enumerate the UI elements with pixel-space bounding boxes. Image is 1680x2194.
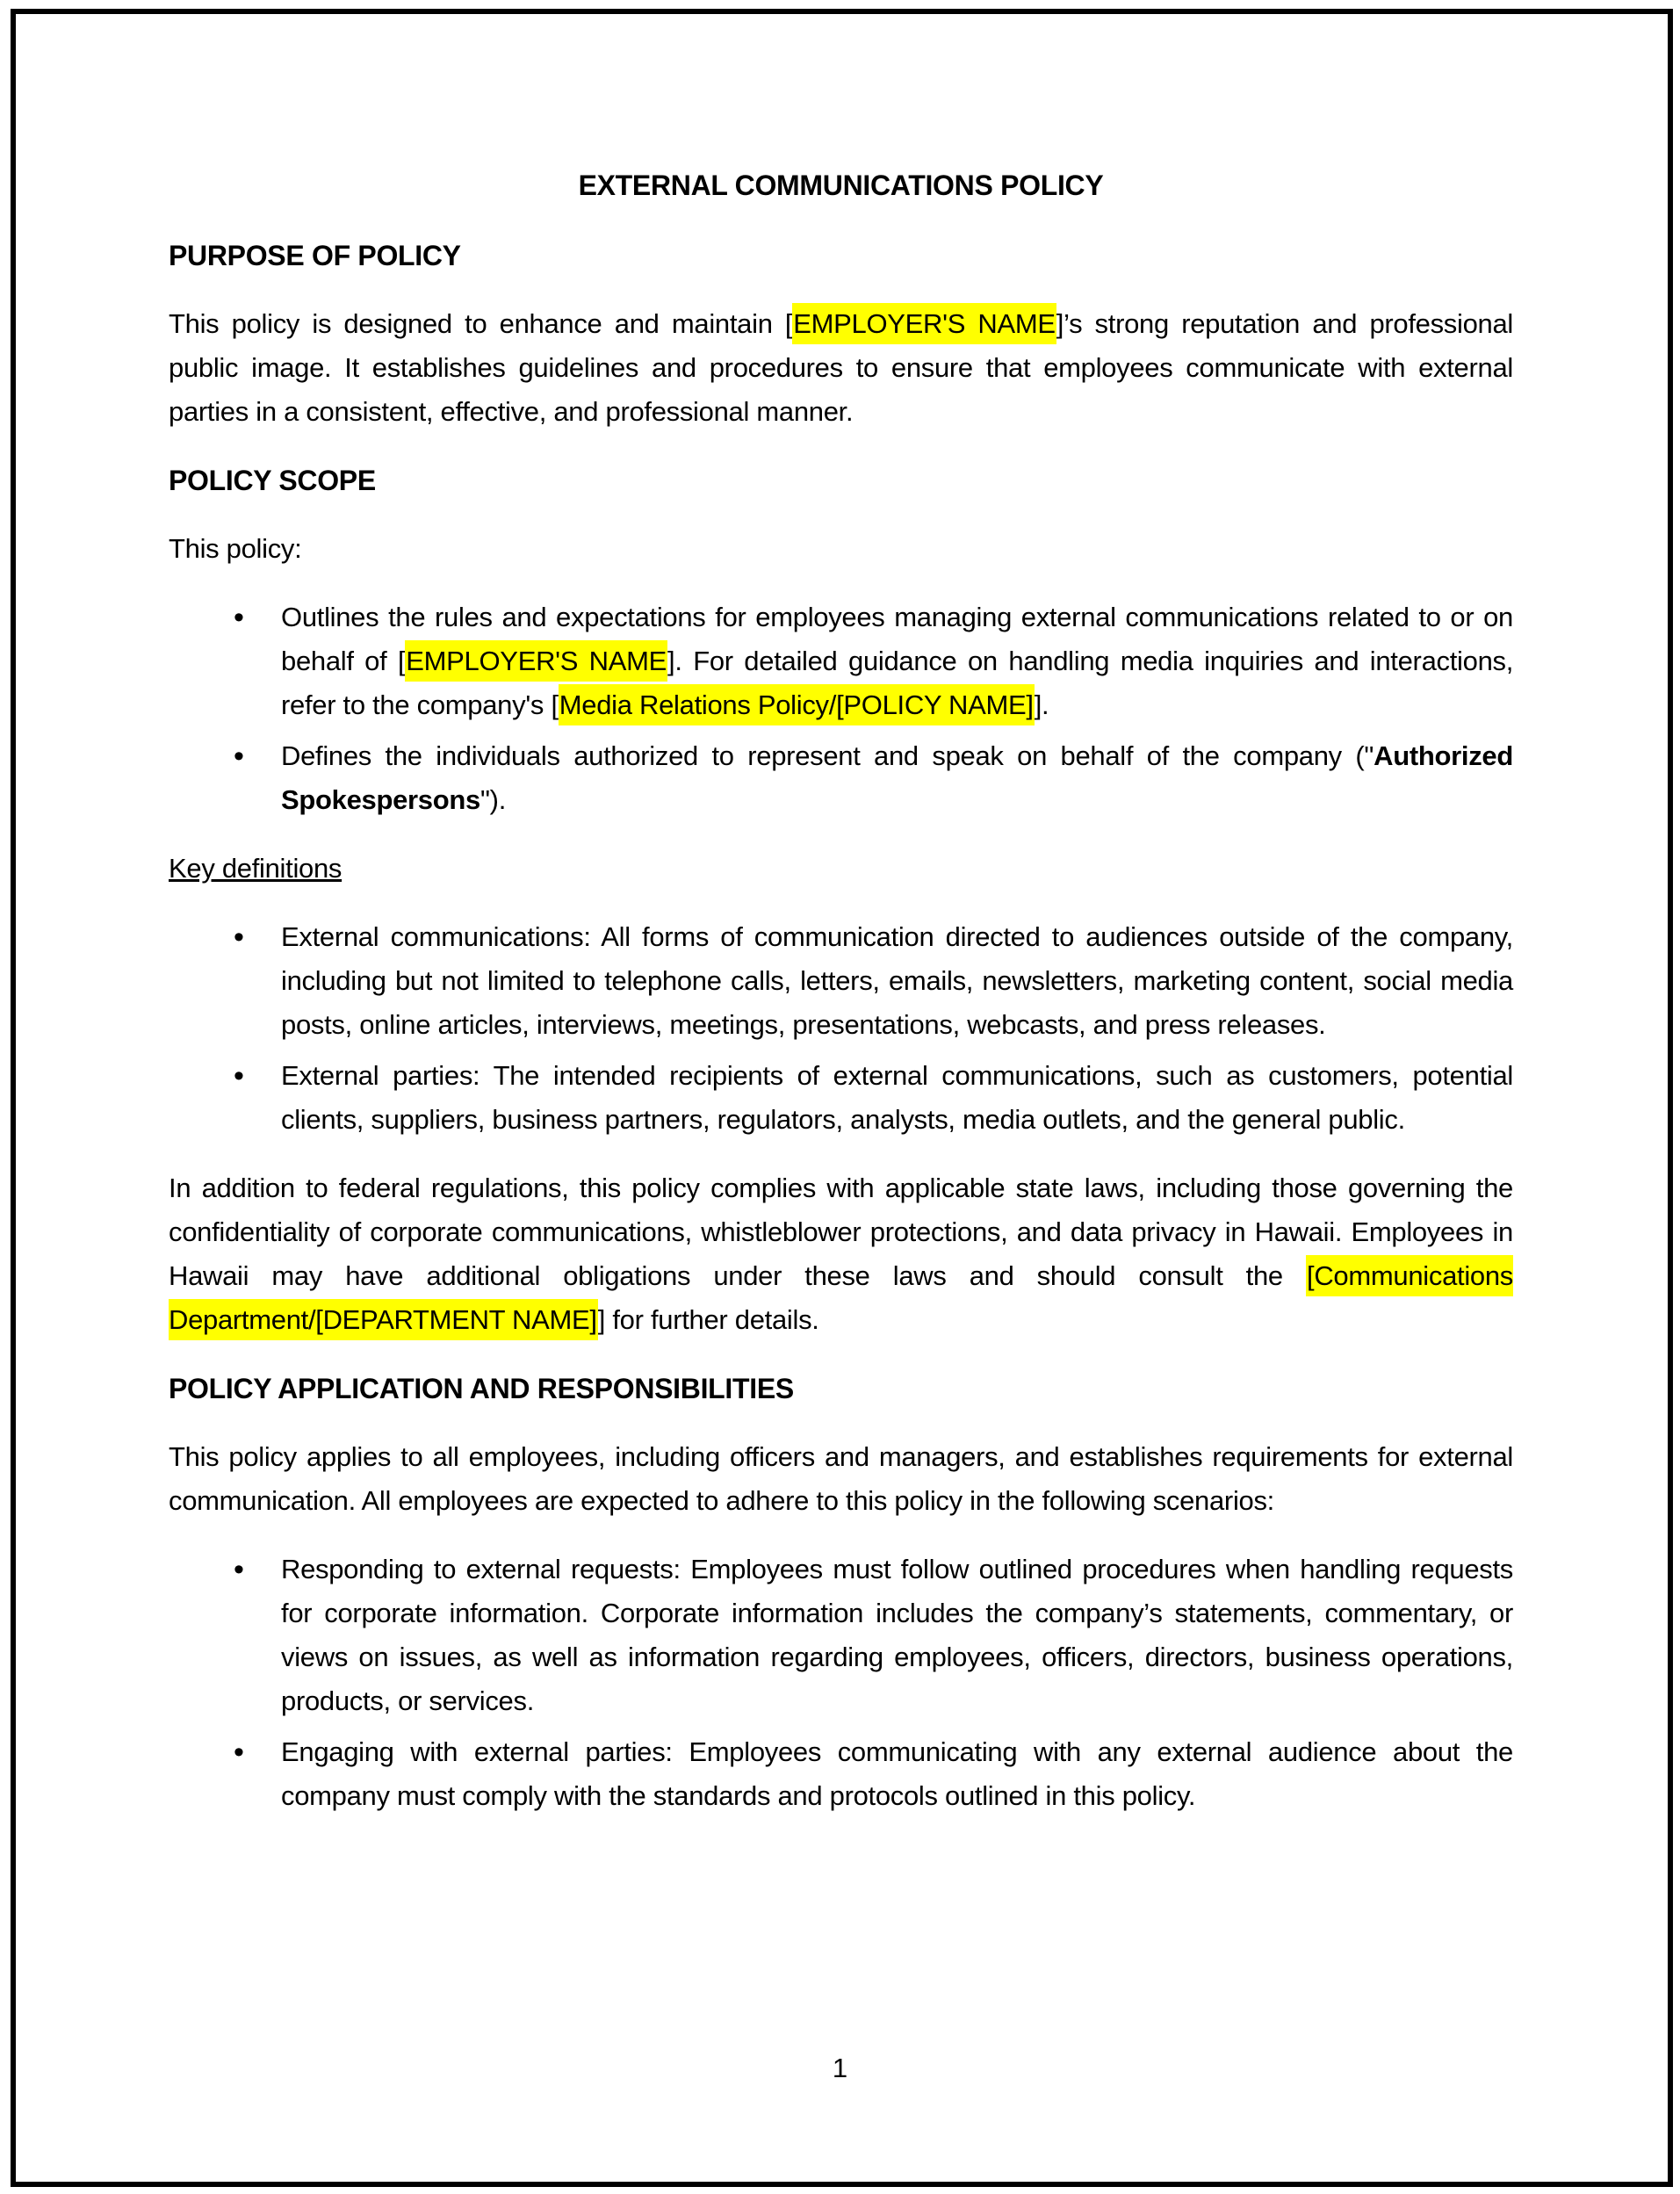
list-item: • Engaging with external parties: Employees communicating with any external audience about the company must comply with the standards and protocols outlined in this policy.	[169, 1730, 1513, 1818]
list-item: • Responding to external requests: Employees must follow outlined procedures when handling requests for corporate information. Corporate information includes the company’s statements, commentary, or views on issues, as well as information regarding employees, officers, directors, business operations, products, or services.	[169, 1548, 1513, 1723]
highlight-media-relations-policy: Media Relations Policy/[POLICY NAME]	[559, 684, 1035, 725]
list-item: • External communications: All forms of communication directed to audiences outside of the company, including but not limited to telephone calls, letters, emails, newsletters, marketing content, social media posts, online articles, interviews, meetings, presentations, webcasts, and press releases.	[169, 915, 1513, 1047]
heading-policy-application: POLICY APPLICATION AND RESPONSIBILITIES	[169, 1373, 794, 1404]
highlight-communications-department: [Communications Department/[DEPARTMENT NAME]	[169, 1255, 1513, 1340]
scope-intro: This policy:	[169, 533, 302, 564]
text-segment: ].	[1034, 689, 1049, 720]
list-item	[169, 595, 1513, 727]
application-intro: This policy applies to all employees, including officers and managers, and establishes requirements for external communication. All employees are expected to adhere to this policy in the following scenarios:	[169, 1441, 1513, 1516]
document-content	[169, 163, 1513, 1843]
application-bullet-list	[169, 1548, 1513, 1818]
scope-bullet-list	[169, 595, 1513, 822]
definitions-bullet-list	[169, 915, 1513, 1142]
highlight-employers-name: EMPLOYER'S NAME	[405, 640, 667, 682]
subheading-key-definitions: Key definitions	[169, 853, 342, 884]
heading-policy-scope: POLICY SCOPE	[169, 465, 376, 496]
text-segment: ]’s strong reputation and professional public image. It establishes guidelines and procedures to ensure that employees communicate with external parties in a consistent, effective, and professional manner.	[169, 308, 1513, 427]
page-number: 1	[832, 2053, 848, 2083]
text-segment: Defines the individuals authorized to represent and speak on behalf of the company ("	[281, 740, 1374, 771]
document-title: EXTERNAL COMMUNICATIONS POLICY	[578, 170, 1104, 201]
state-law-paragraph	[169, 1166, 1513, 1342]
heading-purpose-of-policy: PURPOSE OF POLICY	[169, 240, 461, 271]
text-segment: This policy is designed to enhance and maintain [	[169, 308, 793, 339]
list-item	[169, 734, 1513, 822]
text-segment: Outlines the rules and expectations for employees managing external communications related to or on behalf of [	[281, 602, 1513, 676]
highlight-employers-name: EMPLOYER'S NAME	[792, 303, 1056, 344]
purpose-paragraph	[169, 302, 1513, 434]
bold-authorized-spokespersons: Authorized Spokespersons	[281, 740, 1513, 815]
text-segment: ] for further details.	[597, 1304, 819, 1335]
text-segment: ]. For detailed guidance on handling media inquiries and interactions, refer to the company's [	[281, 646, 1514, 720]
list-item: • External parties: The intended recipients of external communications, such as customers, potential clients, suppliers, business partners, regulators, analysts, media outlets, and the general public.	[169, 1054, 1513, 1142]
text-segment: In addition to federal regulations, this policy complies with applicable state laws, including those governing the confidentiality of corporate communications, whistleblower protections, and data privacy in Hawaii. Employees in Hawaii may have additional obligations under these laws and should consult the	[169, 1173, 1513, 1291]
text-segment: ").	[479, 784, 507, 815]
